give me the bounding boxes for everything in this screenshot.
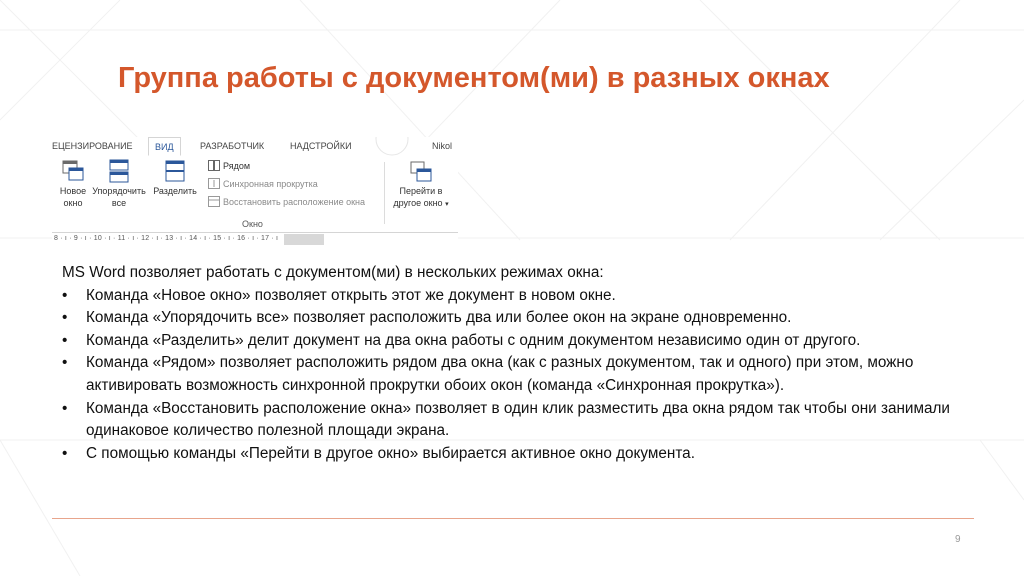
user-name: Nikol <box>432 141 453 151</box>
side-by-side-icon <box>208 160 220 171</box>
arrange-all-button[interactable] <box>90 159 148 209</box>
reset-window-position-button[interactable] <box>208 196 365 207</box>
window-group-label: Окно <box>242 219 263 229</box>
split-button[interactable] <box>150 159 200 197</box>
list-item: • Команда «Восстановить расположение окна» позволяет в один клик разместить два окна рядом так чтобы они занимали одинаковое количество полезной площади экрана. <box>62 398 1012 443</box>
page-number: 9 <box>955 534 961 545</box>
sync-scroll-label: Синхронная прокрутка <box>223 178 318 189</box>
ribbon-tab-bar <box>52 137 458 157</box>
sync-scroll-button[interactable] <box>208 178 318 189</box>
slide-body <box>62 262 1012 465</box>
intro-text: MS Word позволяет работать с документом(ми) в нескольких режимах окна: <box>62 264 604 281</box>
bullet-list <box>62 285 1012 466</box>
tab-developer[interactable]: РАЗРАБОТЧИК <box>200 141 265 151</box>
reset-window-position-icon <box>208 196 220 207</box>
ruler-scale: 8 · ı · 9 · ı · 10 · ı · 11 · ı · 12 · ı · 13 · ı · 14 · ı · 15 · ı · 16 · ı · 17 · ı <box>54 235 279 242</box>
new-window-icon <box>61 159 85 183</box>
switch-windows-label: Перейти в другое окно <box>393 186 443 208</box>
reset-window-position-label: Восстановить расположение окна <box>223 196 366 207</box>
tab-review[interactable]: ЕЦЕНЗИРОВАНИЕ <box>52 141 133 151</box>
list-item: • Команда «Новое окно» позволяет открыть этот же документ в новом окне. <box>62 285 1012 308</box>
word-ribbon-screenshot <box>52 137 458 255</box>
tab-view[interactable]: ВИД <box>148 137 181 156</box>
ribbon-separator <box>384 162 385 224</box>
arrange-all-label: Упорядочить все <box>92 186 146 208</box>
list-item: • Команда «Рядом» позволяет расположить рядом два окна (как с разных документом, так и одного) при этом, можно активировать возможность синхронной прокрутки обоих окон (команда «Синхронная прокрутка»). <box>62 352 1012 397</box>
side-by-side-button[interactable] <box>208 160 250 171</box>
slide-title: Группа работы с документом(ми) в разных окнах <box>118 62 830 94</box>
new-window-label: Новое окно <box>59 186 87 208</box>
list-item: • С помощью команды «Перейти в другое окно» выбирается активное окно документа. <box>62 443 1012 466</box>
side-by-side-label: Рядом <box>223 160 251 171</box>
tab-addins[interactable]: НАДСТРОЙКИ <box>290 141 352 151</box>
ribbon-decoration-icon <box>352 137 422 156</box>
footer-divider <box>52 518 974 519</box>
sync-scroll-icon <box>208 178 220 189</box>
chevron-down-icon: ▾ <box>445 201 449 208</box>
switch-windows-icon <box>409 159 433 183</box>
list-item: • Команда «Упорядочить все» позволяет расположить два или более окон на экране одновременно. <box>62 307 1012 330</box>
list-item: • Команда «Разделить» делит документ на два окна работы с одним документом независимо один от другого. <box>62 330 1012 353</box>
split-label: Разделить <box>153 186 197 196</box>
ribbon-view-panel <box>52 156 458 233</box>
ruler-margin-shade <box>284 234 324 245</box>
horizontal-ruler <box>52 233 458 247</box>
arrange-all-icon <box>107 159 131 183</box>
new-window-button[interactable] <box>56 159 90 209</box>
split-icon <box>163 159 187 183</box>
switch-windows-button[interactable] <box>388 159 454 211</box>
